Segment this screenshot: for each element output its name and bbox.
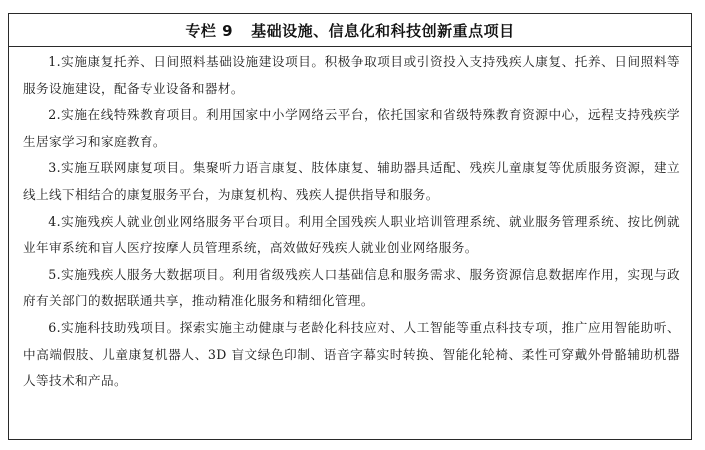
project-item: 5.实施残疾人服务大数据项目。利用省级残疾人口基础信息和服务需求、服务资源信息数据库作用，实现与政府有关部门的数据联通共享，推动精准化服务和精细化管理。 bbox=[23, 266, 680, 309]
panel-body bbox=[9, 47, 691, 395]
panel-header bbox=[9, 14, 691, 47]
project-item: 1.实施康复托养、日间照料基础设施建设项目。积极争取项目或引资投入支持残疾人康复、托养、日间照料等服务设施建设，配备专业设备和器材。 bbox=[23, 54, 680, 96]
panel-label: 专栏 9 bbox=[185, 21, 234, 40]
project-item: 3.实施互联网康复项目。集聚听力语言康复、肢体康复、辅助器具适配、残疾儿童康复等优质服务资源，建立线上线下相结合的康复服务平台，为康复机构、残疾人提供指导和服务。 bbox=[23, 160, 680, 202]
project-item: 6.实施科技助残项目。探索实施主动健康与老龄化科技应对、人工智能等重点科技专项，推广应用智能助听、中高端假肢、儿童康复机器人、3D 盲文绿色印制、语音字幕实时转换、智能化轮椅、柔性可穿戴外骨骼辅助机器人等技术和产品。 bbox=[23, 319, 680, 389]
project-item: 2.实施在线特殊教育项目。利用国家中小学网络云平台，依托国家和省级特殊教育资源中心，远程支持残疾学生居家学习和家庭教育。 bbox=[23, 107, 680, 149]
panel-title: 基础设施、信息化和科技创新重点项目 bbox=[251, 21, 515, 40]
project-item: 4.实施残疾人就业创业网络服务平台项目。利用全国残疾人职业培训管理系统、就业服务管理系统、按比例就业年审系统和盲人医疗按摩人员管理系统，高效做好残疾人就业创业网络服务。 bbox=[23, 213, 680, 256]
key-projects-panel bbox=[8, 13, 692, 440]
